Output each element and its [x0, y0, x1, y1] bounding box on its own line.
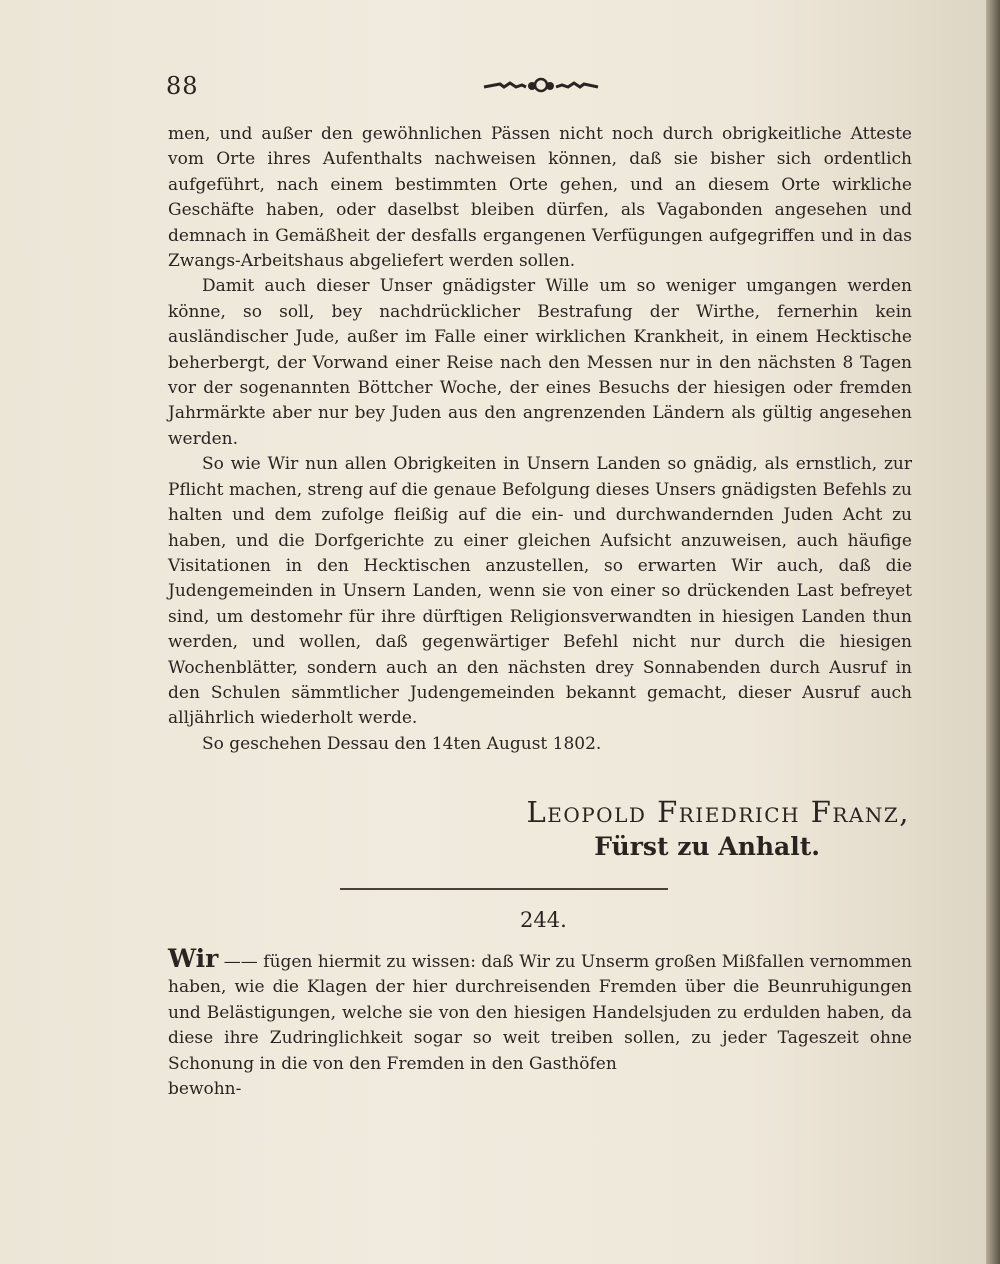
lead-dash: ——	[218, 952, 264, 972]
lead-word: Wir	[168, 944, 219, 973]
date-line: So geschehen Dessau den 14ten August 1802.	[202, 733, 602, 754]
signatory-name: Leopold Friedrich Franz,	[526, 795, 910, 829]
signature-block	[526, 794, 910, 864]
last-word: bewohn-	[168, 1079, 242, 1100]
paragraph-continued: men, und außer den gewöhnlichen Pässen nicht noch durch obrigkeitliche Atteste vom Orte ihres Aufenthalts nachweisen können, daß sie bisher sich ordentlich aufgeführt, nach einem bestimmten Orte gehen, und an diesem Orte wirkliche Geschäfte haben, oder daselbst bleiben dürfen, als Vagabonden angesehen und demnach in Gemäßheit der desfalls ergangenen Verfügungen aufgegriffen und in das Zwangs-Arbeitshaus abgeliefert werden sollen.	[168, 124, 912, 272]
section-body: fügen hiermit zu wissen: daß Wir zu Unserm großen Mißfallen vernommen haben, wie die Klagen der hier durchreisenden Fremden über die Beunruhigungen und Belästigungen, welche sie von den hiesigen Handelsjuden zu erdulden haben, da diese ihre Zudringlichkeit sogar so weit treiben sollen, zu jeder Tageszeit ohne Schonung in die von den Fremden in den Gasthöfen	[168, 952, 912, 1074]
signatory-title: Fürst zu Anhalt.	[594, 832, 820, 861]
page-edge-shadow	[986, 0, 1000, 1264]
paragraph-so-wie: So wie Wir nun allen Obrigkeiten in Unsern Landen so gnädig, als ernstlich, zur Pflicht machen, streng auf die genaue Befolgung dieses Unsers gnädigsten Befehls zu halten und dem zufolge fleißig auf die ein- und durchwandernden Juden Acht zu haben, und die Dorfgerichte zu einer gleichen Aufsicht anzuweisen, auch häufige Visitationen in den Hecktischen anzustellen, so erwarten Wir auch, daß die Judengemeinden in Unsern Landen, wenn sie von einer so drückenden Last befreyet sind, um destomehr für ihre dürftigen Religionsverwandten in hiesigen Landen thun werden, und wollen, daß gegenwärtiger Befehl nicht nur durch die hiesigen Wochenblätter, sondern auch an den nächsten drey Sonnabenden durch Ausruf in den Schulen sämmtlicher Judengemeinden bekannt gemacht, dieser Ausruf auch alljährlich wiederholt werde.	[168, 454, 912, 729]
section-number: 244.	[520, 908, 567, 932]
main-text-block	[168, 122, 912, 757]
section-244-text	[168, 946, 912, 1102]
section-divider	[340, 888, 668, 890]
paragraph-damit: Damit auch dieser Unser gnädigster Wille um so weniger umgangen werden könne, so soll, bey nachdrücklicher Bestrafung der Wirthe, fernerhin kein ausländischer Jude, außer im Falle einer wirklichen Krankheit, in einem Hecktische beherbergt, der Vorwand einer Reise nach den Messen nur in den nächsten 8 Tagen vor der sogenannten Böttcher Woche, der eines Besuchs der hiesigen oder fremden Jahrmärkte aber nur bey Juden aus den angrenzenden Ländern als gültig angesehen werden.	[168, 276, 912, 449]
ornament-icon	[482, 76, 600, 94]
page-number: 88	[166, 72, 199, 100]
